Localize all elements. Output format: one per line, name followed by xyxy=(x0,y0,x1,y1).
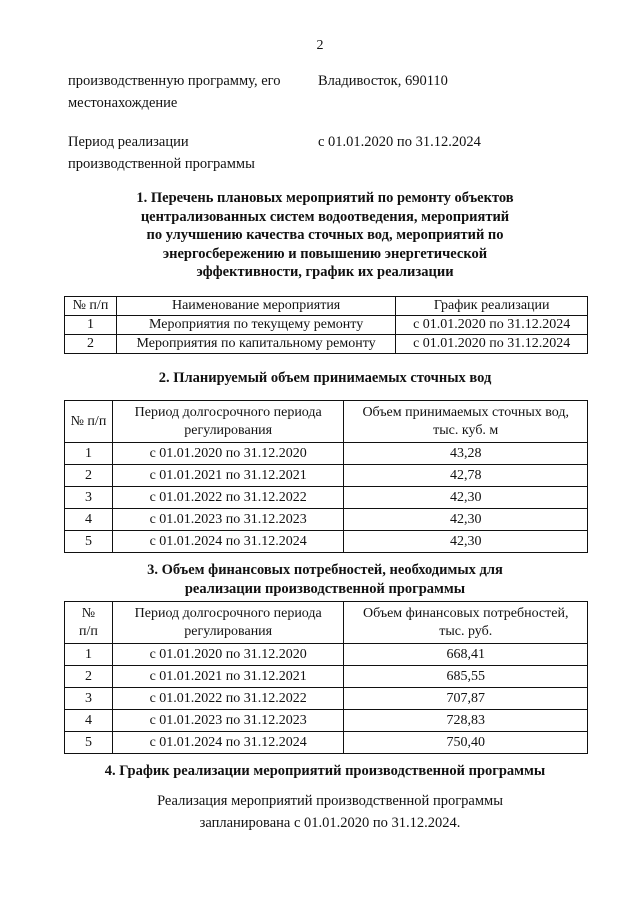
paragraph-line: Реализация мероприятий производственной программы xyxy=(157,793,503,809)
table-row xyxy=(65,487,588,509)
header-line: Период долгосрочного периода xyxy=(134,605,322,621)
header-cell xyxy=(65,401,113,443)
header-line: Объем финансовых потребностей, xyxy=(362,605,569,621)
table-cell: 4 xyxy=(65,710,113,732)
header-cell: № п/п xyxy=(65,297,117,316)
info-label-line: производственную программу, его xyxy=(68,73,281,89)
table-cell: с 01.01.2023 по 31.12.2023 xyxy=(112,710,344,732)
table-row xyxy=(65,710,588,732)
table-cell: с 01.01.2022 по 31.12.2022 xyxy=(112,688,344,710)
table-cell: с 01.01.2021 по 31.12.2021 xyxy=(112,465,344,487)
table-cell: 42,30 xyxy=(344,531,588,553)
table-cell: 43,28 xyxy=(344,443,588,465)
heading-line: энергосбережению и повышению энергетической xyxy=(162,245,488,262)
page-number: 2 xyxy=(316,38,324,53)
header-line: Объем принимаемых сточных вод, xyxy=(362,404,570,420)
financial-needs-table xyxy=(64,601,588,754)
header-line: тыс. куб. м xyxy=(433,422,499,438)
table-row xyxy=(65,688,588,710)
table-cell: с 01.01.2022 по 31.12.2022 xyxy=(112,487,344,509)
table-cell: с 01.01.2020 по 31.12.2024 xyxy=(396,335,588,354)
header-line: № п/п xyxy=(70,413,107,429)
header-cell: Наименование мероприятия xyxy=(116,297,395,316)
header-cell xyxy=(112,401,344,443)
header-line: п/п xyxy=(79,623,98,639)
table-cell: 2 xyxy=(65,666,113,688)
heading-line: 3. Объем финансовых потребностей, необходимых для xyxy=(147,562,503,578)
header-cell xyxy=(65,602,113,644)
table-cell: 42,30 xyxy=(344,509,588,531)
section2-heading xyxy=(60,369,590,388)
table-row xyxy=(65,732,588,754)
table-cell: Мероприятия по текущему ремонту xyxy=(116,316,395,335)
table-cell: 3 xyxy=(65,487,113,509)
table-cell: Мероприятия по капитальному ремонту xyxy=(116,335,395,354)
measures-table xyxy=(64,296,588,354)
header-cell xyxy=(344,401,588,443)
info-label xyxy=(68,131,298,175)
heading-line: 2. Планируемый объем принимаемых сточных вод xyxy=(158,370,492,386)
table-cell: с 01.01.2024 по 31.12.2024 xyxy=(112,732,344,754)
header-cell xyxy=(112,602,344,644)
table-cell: 5 xyxy=(65,732,113,754)
info-label-line: местонахождение xyxy=(68,95,178,111)
section3-heading xyxy=(60,561,590,598)
header-cell: График реализации xyxy=(396,297,588,316)
heading-line: эффективности, график их реализации xyxy=(196,264,454,280)
header-line: тыс. руб. xyxy=(439,623,493,639)
heading-line: централизованных систем водоотведения, мероприятий xyxy=(140,208,510,225)
table-header-row xyxy=(65,602,588,644)
paragraph-line: запланирована с 01.01.2020 по 31.12.2024. xyxy=(199,815,461,831)
table-cell: с 01.01.2024 по 31.12.2024 xyxy=(112,531,344,553)
table-row xyxy=(65,644,588,666)
table-row xyxy=(65,509,588,531)
table-cell: 1 xyxy=(65,644,113,666)
table-cell: с 01.01.2023 по 31.12.2023 xyxy=(112,509,344,531)
table-row xyxy=(65,443,588,465)
heading-line: реализации производственной программы xyxy=(184,580,466,597)
table-row xyxy=(65,335,588,354)
table-row xyxy=(65,531,588,553)
table-cell: 42,30 xyxy=(344,487,588,509)
info-label-line: Период реализации xyxy=(68,134,189,150)
table-cell: 3 xyxy=(65,688,113,710)
table-row xyxy=(65,666,588,688)
header-line: Период долгосрочного периода xyxy=(134,404,322,420)
info-value: Владивосток, 690110 xyxy=(318,73,448,89)
table-cell: с 01.01.2020 по 31.12.2020 xyxy=(112,443,344,465)
table-header-row xyxy=(65,401,588,443)
table-cell: с 01.01.2020 по 31.12.2024 xyxy=(396,316,588,335)
table-cell: 750,40 xyxy=(344,732,588,754)
table-cell: с 01.01.2021 по 31.12.2021 xyxy=(112,666,344,688)
table-cell: 1 xyxy=(65,316,117,335)
info-label-line: производственной программы xyxy=(68,156,255,172)
table-cell: 728,83 xyxy=(344,710,588,732)
table-row xyxy=(65,316,588,335)
info-value: с 01.01.2020 по 31.12.2024 xyxy=(318,134,481,150)
table-cell: 2 xyxy=(65,335,117,354)
header-line: регулирования xyxy=(184,623,273,639)
header-cell xyxy=(344,602,588,644)
section4-paragraph xyxy=(100,790,560,834)
table-row xyxy=(65,465,588,487)
info-label xyxy=(68,70,298,114)
section4-heading xyxy=(60,762,590,781)
header-line: № xyxy=(81,605,96,621)
heading-line: по улучшению качества сточных вод, мероприятий по xyxy=(146,227,504,243)
heading-line: 1. Перечень плановых мероприятий по ремонту объектов xyxy=(136,190,514,206)
table-cell: 2 xyxy=(65,465,113,487)
heading-line: 4. График реализации мероприятий производственной программы xyxy=(104,763,546,779)
table-cell: 5 xyxy=(65,531,113,553)
table-cell: 685,55 xyxy=(344,666,588,688)
table-header-row xyxy=(65,297,588,316)
table-cell: 4 xyxy=(65,509,113,531)
header-line: регулирования xyxy=(184,422,273,438)
wastewater-volume-table xyxy=(64,400,588,553)
section1-heading xyxy=(60,189,590,282)
table-cell: 707,87 xyxy=(344,688,588,710)
table-cell: 42,78 xyxy=(344,465,588,487)
table-cell: 668,41 xyxy=(344,644,588,666)
table-cell: с 01.01.2020 по 31.12.2020 xyxy=(112,644,344,666)
table-cell: 1 xyxy=(65,443,113,465)
